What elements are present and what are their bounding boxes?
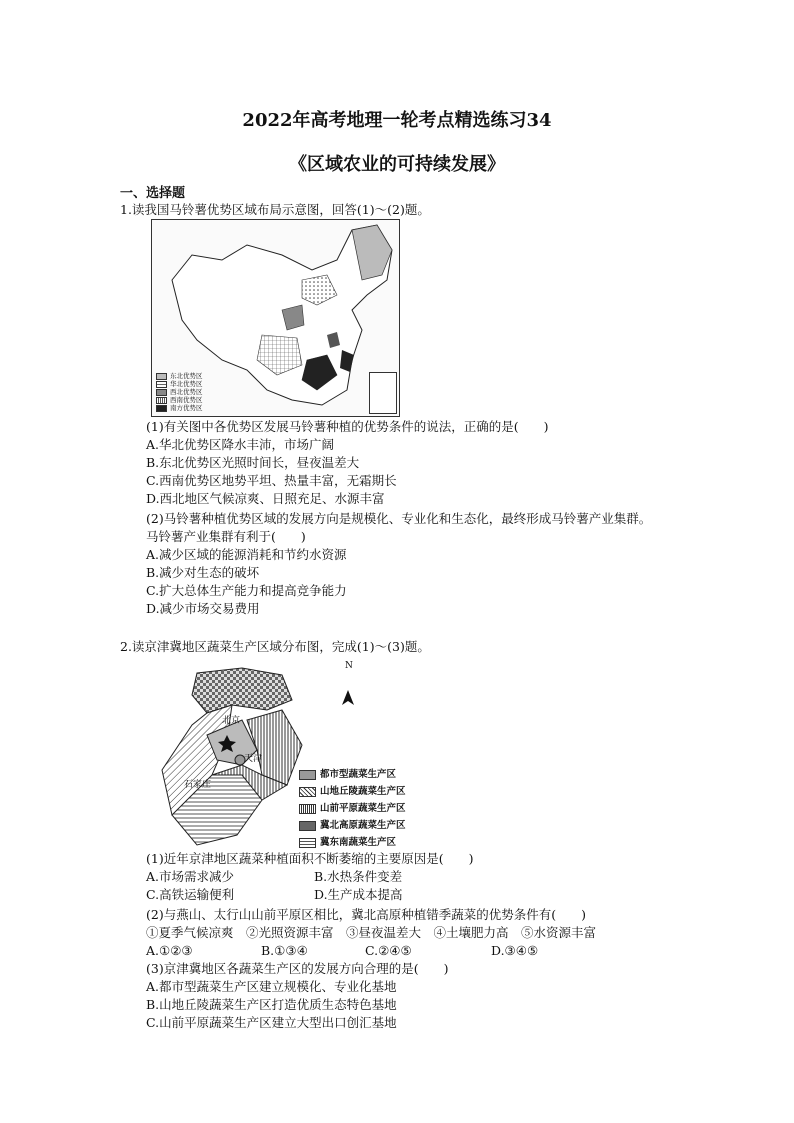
map-label-beijing: 北京 [222, 716, 241, 726]
legend-item: 冀东南蔬菜生产区 [320, 837, 397, 848]
q1-2-question: (2)马铃薯种植优势区域的发展方向是规模化、专业化和生态化，最终形成马铃薯产业集群。 [146, 511, 652, 526]
q2-1-option-c[interactable]: C.高铁运输便利 [146, 887, 235, 902]
q2-2-factors: ①夏季气候凉爽 ②光照资源丰富 ③昼夜温差大 ④土壤肥力高 ⑤水资源丰富 [146, 925, 597, 940]
q1-2-option-b[interactable]: B.减少对生态的破坏 [146, 565, 260, 580]
q2-2-option-a[interactable]: A.①②③ [146, 943, 193, 958]
q1-1-option-b[interactable]: B.东北优势区光照时间长，昼夜温差大 [146, 455, 360, 470]
potato-map [151, 219, 400, 417]
section-heading: 一、选择题 [120, 186, 186, 201]
q2-stem: 2.读京津冀地区蔬菜生产区域分布图，完成(1)～(3)题。 [120, 639, 430, 654]
q2-1-option-a[interactable]: A.市场需求减少 [146, 869, 235, 884]
q2-2-question: (2)与燕山、太行山山前平原区相比，冀北高原种植错季蔬菜的优势条件有( ) [146, 907, 586, 922]
q2-1-option-d[interactable]: D.生产成本提高 [314, 887, 403, 902]
map2-legend [299, 766, 406, 851]
q2-1-question: (1)近年京津地区蔬菜种植面积不断萎缩的主要原因是( ) [146, 851, 474, 866]
q1-1-option-a[interactable]: A.华北优势区降水丰沛，市场广阔 [146, 437, 335, 452]
q1-1-option-d[interactable]: D.西北地区气候凉爽、日照充足、水源丰富 [146, 491, 385, 506]
legend-item: 南方优势区 [170, 404, 203, 412]
q1-2-option-c[interactable]: C.扩大总体生产能力和提高竞争能力 [146, 583, 347, 598]
page-title: 2022年高考地理一轮考点精选练习34 [242, 110, 552, 131]
q2-1-option-b[interactable]: B.水热条件变差 [314, 869, 403, 884]
q1-1-question: (1)有关图中各优势区发展马铃薯种植的优势条件的说法，正确的是( ) [146, 419, 549, 434]
legend-item: 西北优势区 [170, 388, 203, 396]
q2-3-option-c[interactable]: C.山前平原蔬菜生产区建立大型出口创汇基地 [146, 1015, 397, 1030]
q1-stem: 1.读我国马铃薯优势区域布局示意图，回答(1)～(2)题。 [120, 202, 430, 217]
q2-3-option-a[interactable]: A.都市型蔬菜生产区建立规模化、专业化基地 [146, 979, 397, 994]
legend-item: 冀北高原蔬菜生产区 [320, 820, 406, 831]
vegetable-region-map [152, 661, 424, 850]
legend-item: 都市型蔬菜生产区 [320, 769, 397, 780]
q2-2-option-b[interactable]: B.①③④ [261, 943, 308, 958]
map1-legend [156, 372, 203, 412]
legend-item: 华北优势区 [170, 380, 203, 388]
q2-2-option-d[interactable]: D.③④⑤ [491, 943, 539, 958]
page-subtitle: 《区域农业的可持续发展》 [289, 154, 505, 175]
legend-item: 山地丘陵蔬菜生产区 [320, 786, 406, 797]
legend-item: 西南优势区 [170, 396, 203, 404]
legend-item: 山前平原蔬菜生产区 [320, 803, 406, 814]
q1-2-option-a[interactable]: A.减少区域的能源消耗和节约水资源 [146, 547, 347, 562]
q1-1-option-c[interactable]: C.西南优势区地势平坦、热量丰富，无霜期长 [146, 473, 397, 488]
map-label-tianjin: 天津 [244, 754, 263, 764]
legend-item: 东北优势区 [170, 372, 203, 380]
q1-2-option-d[interactable]: D.减少市场交易费用 [146, 601, 260, 616]
q2-2-option-c[interactable]: C.②④⑤ [365, 943, 412, 958]
south-sea-inset [369, 372, 397, 414]
q2-3-question: (3)京津冀地区各蔬菜生产区的发展方向合理的是( ) [146, 961, 449, 976]
north-arrow-label: N [345, 661, 353, 671]
q1-2-question-cont: 马铃薯产业集群有利于( ) [146, 529, 306, 544]
map-label-shijiazhuang: 石家庄 [184, 780, 212, 790]
q2-3-option-b[interactable]: B.山地丘陵蔬菜生产区打造优质生态特色基地 [146, 997, 397, 1012]
